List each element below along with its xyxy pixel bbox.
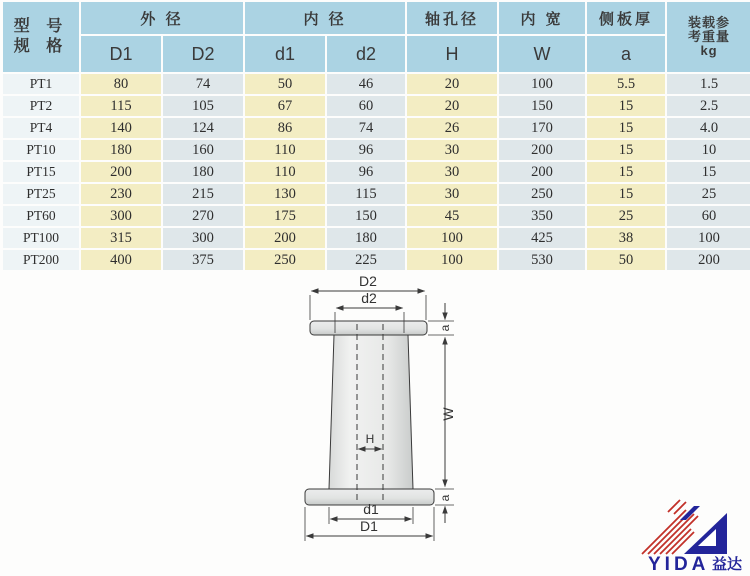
- value-cell: 315: [81, 228, 161, 248]
- spec-row: [3, 250, 750, 270]
- model-cell: PT100: [3, 228, 79, 248]
- value-cell: 15: [587, 96, 665, 116]
- value-cell: 300: [81, 206, 161, 226]
- value-cell: 30: [407, 140, 497, 160]
- dim-label-H: H: [365, 432, 375, 446]
- value-cell: 10: [667, 140, 750, 160]
- value-cell: 15: [587, 162, 665, 182]
- value-cell: 15: [587, 140, 665, 160]
- value-cell: 230: [81, 184, 161, 204]
- dim-label-D2: D2: [359, 274, 377, 289]
- value-cell: 180: [81, 140, 161, 160]
- value-cell: 86: [245, 118, 325, 138]
- subheader-D2: D2: [163, 36, 243, 72]
- spec-table-body: [3, 74, 750, 270]
- model-cell: PT10: [3, 140, 79, 160]
- value-cell: 130: [245, 184, 325, 204]
- value-cell: 270: [163, 206, 243, 226]
- dim-label-d2: d2: [361, 290, 377, 306]
- value-cell: 160: [163, 140, 243, 160]
- top-flange: [310, 321, 427, 335]
- value-cell: 180: [327, 228, 405, 248]
- dim-label-W: W: [440, 407, 456, 421]
- dim-label-d1: d1: [363, 501, 379, 517]
- value-cell: 200: [667, 250, 750, 270]
- value-cell: 1.5: [667, 74, 750, 94]
- taper-roller-drawing: [268, 274, 522, 558]
- value-cell: 30: [407, 162, 497, 182]
- value-cell: 74: [327, 118, 405, 138]
- spec-row: [3, 118, 750, 138]
- value-cell: 140: [81, 118, 161, 138]
- model-cell: PT60: [3, 206, 79, 226]
- value-cell: 100: [499, 74, 585, 94]
- value-cell: 300: [163, 228, 243, 248]
- header-load-weight: [667, 2, 750, 72]
- value-cell: 60: [327, 96, 405, 116]
- value-cell: 115: [81, 96, 161, 116]
- subheader-W: W: [499, 36, 585, 72]
- header-inner-width: 内 宽: [499, 2, 585, 34]
- value-cell: 96: [327, 162, 405, 182]
- dim-label-D1: D1: [360, 518, 378, 534]
- value-cell: 30: [407, 184, 497, 204]
- subheader-a: a: [587, 36, 665, 72]
- value-cell: 80: [81, 74, 161, 94]
- value-cell: 46: [327, 74, 405, 94]
- value-cell: 60: [667, 206, 750, 226]
- value-cell: 100: [667, 228, 750, 248]
- value-cell: 15: [587, 118, 665, 138]
- header-weight-line2: 考重量: [688, 29, 731, 44]
- header-inner-diameter: 内 径: [245, 2, 405, 34]
- value-cell: 110: [245, 162, 325, 182]
- model-cell: PT1: [3, 74, 79, 94]
- value-cell: 215: [163, 184, 243, 204]
- value-cell: 15: [667, 162, 750, 182]
- value-cell: 115: [327, 184, 405, 204]
- value-cell: 200: [245, 228, 325, 248]
- value-cell: 67: [245, 96, 325, 116]
- value-cell: 180: [163, 162, 243, 182]
- model-cell: PT2: [3, 96, 79, 116]
- value-cell: 400: [81, 250, 161, 270]
- header-weight-line3: kg: [700, 43, 718, 58]
- value-cell: 26: [407, 118, 497, 138]
- value-cell: 2.5: [667, 96, 750, 116]
- spec-row: [3, 140, 750, 160]
- value-cell: 100: [407, 250, 497, 270]
- header-side-plate: 侧板厚: [587, 2, 665, 34]
- header-model-line2: 规 格: [13, 38, 69, 55]
- value-cell: 20: [407, 74, 497, 94]
- header-weight-line1: 装载参: [688, 15, 731, 30]
- value-cell: 375: [163, 250, 243, 270]
- spec-row: [3, 206, 750, 226]
- value-cell: 38: [587, 228, 665, 248]
- value-cell: 124: [163, 118, 243, 138]
- value-cell: 150: [327, 206, 405, 226]
- logo-brand-cn-text: 益达: [712, 556, 743, 573]
- spec-row: [3, 228, 750, 248]
- value-cell: 200: [499, 140, 585, 160]
- value-cell: 15: [587, 184, 665, 204]
- spec-row: [3, 184, 750, 204]
- subheader-D1: D1: [81, 36, 161, 72]
- model-cell: PT200: [3, 250, 79, 270]
- value-cell: 4.0: [667, 118, 750, 138]
- value-cell: 5.5: [587, 74, 665, 94]
- value-cell: 350: [499, 206, 585, 226]
- value-cell: 200: [499, 162, 585, 182]
- value-cell: 250: [499, 184, 585, 204]
- spec-row: [3, 162, 750, 182]
- value-cell: 250: [245, 250, 325, 270]
- model-cell: PT25: [3, 184, 79, 204]
- logo-triangle: [684, 513, 727, 554]
- dim-label-a-bottom: a: [438, 494, 452, 502]
- model-cell: PT15: [3, 162, 79, 182]
- value-cell: 200: [81, 162, 161, 182]
- value-cell: 20: [407, 96, 497, 116]
- model-cell: PT4: [3, 118, 79, 138]
- value-cell: 100: [407, 228, 497, 248]
- header-model-spec: [3, 2, 79, 72]
- header-outer-diameter: 外 径: [81, 2, 243, 34]
- header-model-line1: 型 号: [13, 18, 69, 35]
- value-cell: 50: [587, 250, 665, 270]
- value-cell: 225: [327, 250, 405, 270]
- yida-logo: [628, 498, 750, 574]
- value-cell: 96: [327, 140, 405, 160]
- subheader-H: H: [407, 36, 497, 72]
- value-cell: 105: [163, 96, 243, 116]
- spec-row: [3, 74, 750, 94]
- value-cell: 425: [499, 228, 585, 248]
- value-cell: 45: [407, 206, 497, 226]
- subheader-d1: d1: [245, 36, 325, 72]
- value-cell: 530: [499, 250, 585, 270]
- value-cell: 170: [499, 118, 585, 138]
- logo-brand-text: YIDA: [648, 554, 710, 574]
- roller-body: [329, 335, 413, 489]
- value-cell: 74: [163, 74, 243, 94]
- value-cell: 25: [667, 184, 750, 204]
- spec-table: [1, 0, 750, 272]
- dim-label-a-top: a: [438, 324, 452, 332]
- header-shaft-hole: 轴孔径: [407, 2, 497, 34]
- spec-row: [3, 96, 750, 116]
- subheader-d2: d2: [327, 36, 405, 72]
- value-cell: 110: [245, 140, 325, 160]
- logo-stripes: [642, 500, 698, 554]
- value-cell: 25: [587, 206, 665, 226]
- value-cell: 150: [499, 96, 585, 116]
- value-cell: 175: [245, 206, 325, 226]
- value-cell: 50: [245, 74, 325, 94]
